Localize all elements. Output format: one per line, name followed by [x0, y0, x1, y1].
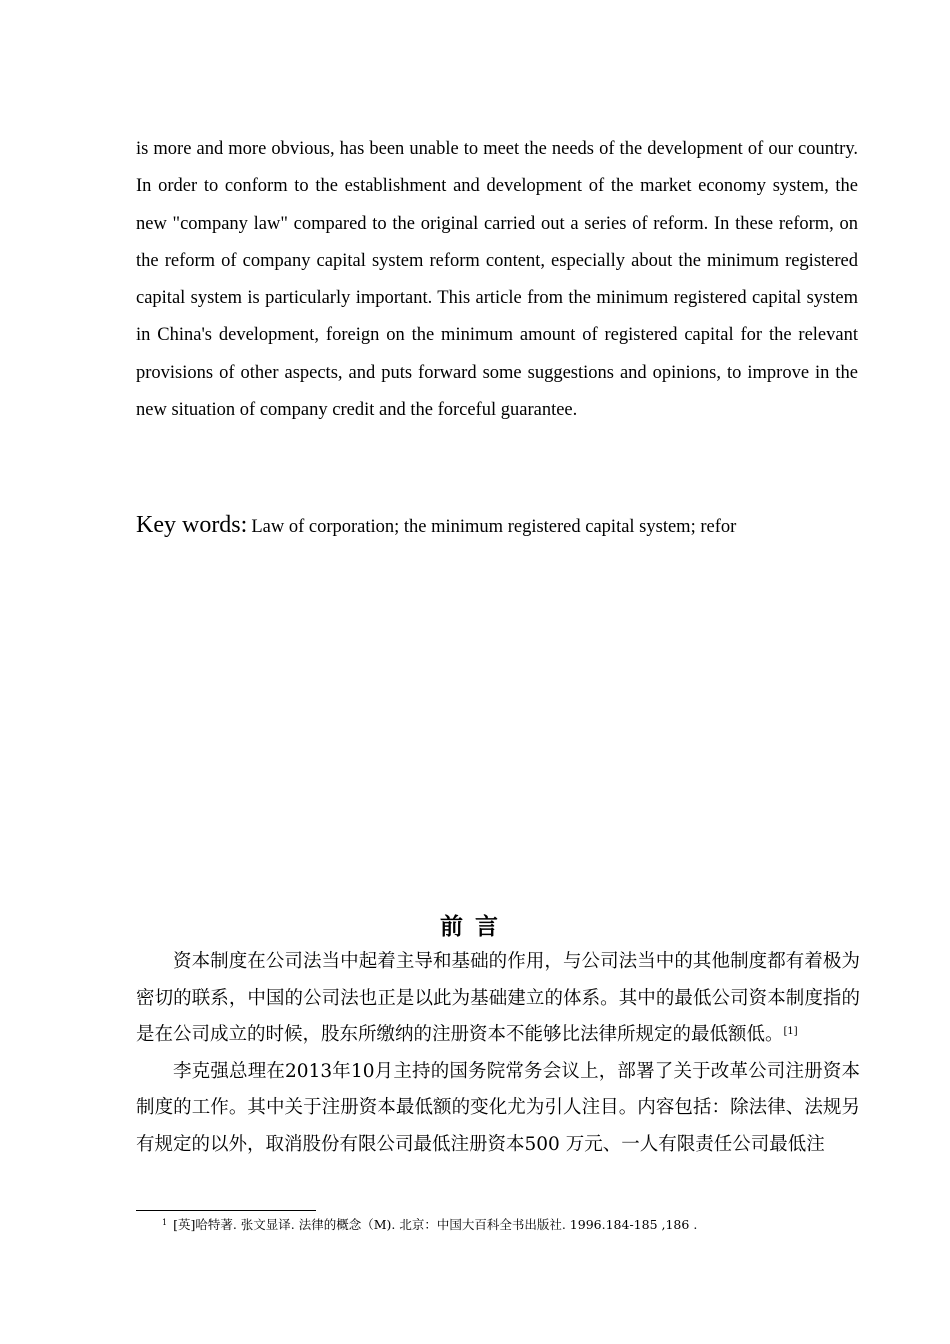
footnote: [162, 1215, 862, 1233]
footnote-separator: [136, 1210, 316, 1211]
keywords-label: Key words:: [136, 512, 248, 538]
keywords-line: [136, 512, 876, 539]
section-title-preface: 前言: [440, 913, 510, 940]
keywords-text: Law of corporation; the minimum registered capital system; refor: [251, 517, 737, 537]
footnote-number: 1: [162, 1218, 168, 1227]
preface-paragraph-1: [136, 944, 860, 1054]
citation-reference: [1]: [783, 1026, 798, 1037]
preface-paragraph-2: [136, 1054, 860, 1164]
preface-body: [136, 944, 860, 1163]
paragraph-text: 李克强总理在2013年10月主持的国务院常务会议上，部署了关于改革公司注册资本制度的工作。其中关于注册资本最低额的变化尤为引人注目。内容包括：除法律、法规另有规定的以外，取消股份有限公司最低注册资本500 万元、一人有限责任公司最低注: [136, 1060, 860, 1155]
footnote-text: [英]哈特著. 张文显译. 法律的概念（M). 北京：中国大百科全书出版社. 1996.184-185 ,186 .: [173, 1217, 698, 1232]
english-abstract: is more and more obvious, has been unable to meet the needs of the development of our country. In order to conform to the establishment and development of the market economy system, the new "company law" compared to the original carried out a series of reform. In these reform, on the reform of company capital system reform content, especially about the minimum registered capital system is particularly important. This article from the minimum registered capital system in China's development, foreign on the minimum amount of registered capital for the relevant provisions of other aspects, and puts forward some suggestions and opinions, to improve in the new situation of company credit and the forceful guarantee.: [136, 139, 858, 421]
paragraph-text: 资本制度在公司法当中起着主导和基础的作用，与公司法当中的其他制度都有着极为密切的联系，中国的公司法也正是以此为基础建立的体系。其中的最低公司资本制度指的是在公司成立的时候，股东所缴纳的注册资本不能够比法律所规定的最低额低。: [136, 951, 860, 1045]
